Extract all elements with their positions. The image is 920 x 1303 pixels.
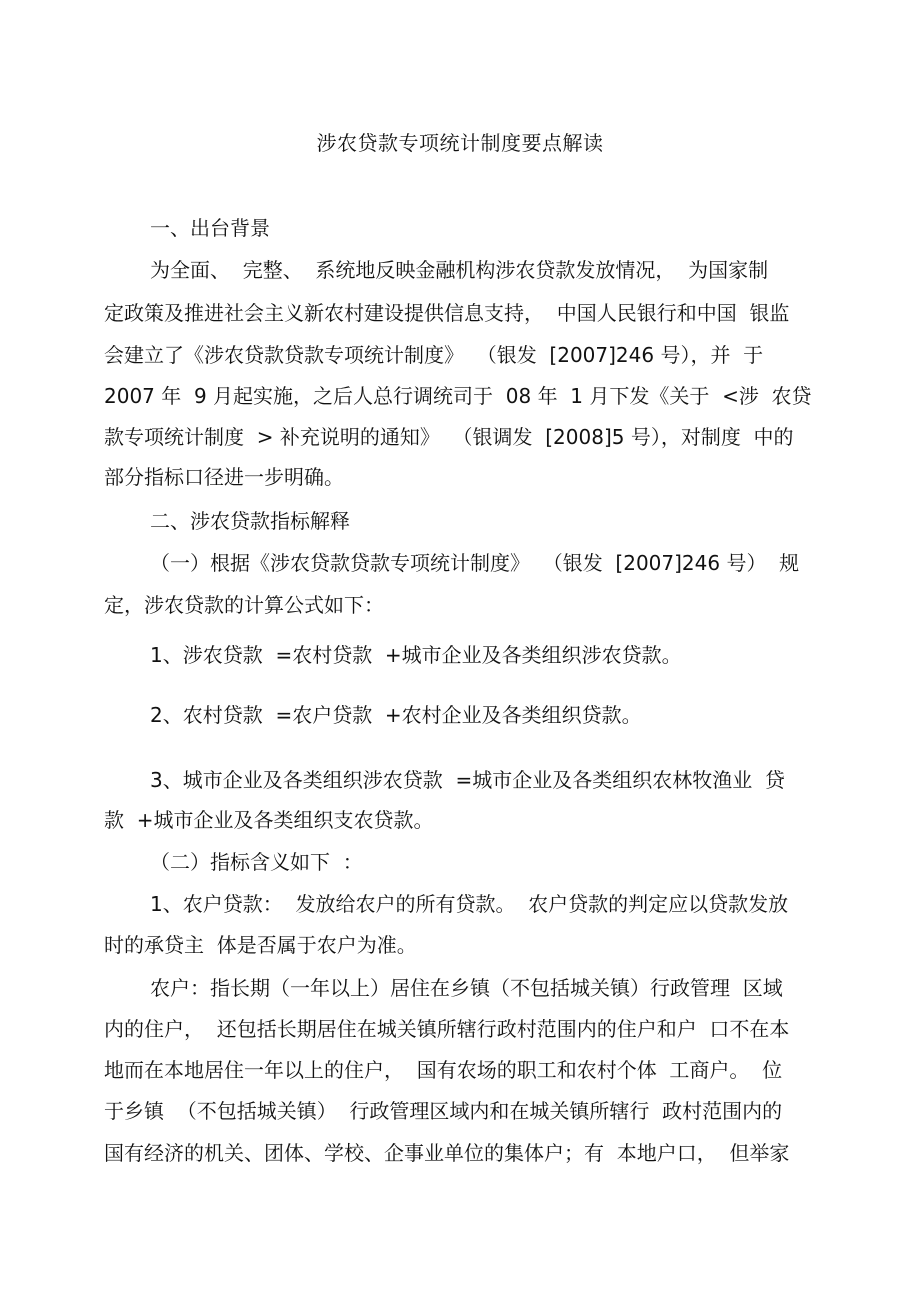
- paragraph-line: 部分指标口径进一步明确。: [104, 465, 344, 489]
- paragraph-line: 款专项统计制度 > 补充说明的通知》 （银调发 [2008]5 号），对制度 中的: [104, 425, 794, 449]
- formula-line: 款 +城市企业及各类组织支农贷款。: [104, 808, 434, 832]
- paragraph-line: 农户：指长期（一年以上）居住在乡镇（不包括城关镇）行政管理 区域: [150, 976, 783, 1000]
- paragraph-line: 定，涉农贷款的计算公式如下：: [104, 593, 384, 617]
- paragraph-line: 会建立了《涉农贷款贷款专项统计制度》 （银发 [2007]246 号），并 于: [104, 343, 764, 367]
- document-title: 涉农贷款专项统计制度要点解读: [316, 131, 604, 155]
- paragraph-line: 时的承贷主 体是否属于农户为准。: [104, 933, 417, 957]
- paragraph-line: 定政策及推进社会主义新农村建设提供信息支持， 中国人民银行和中国 银监: [104, 301, 790, 325]
- subsection-heading: （二）指标含义如下 ：: [150, 850, 363, 874]
- paragraph-line: 地而在本地居住一年以上的住户， 国有农场的职工和农村个体 工商户。 位: [104, 1058, 783, 1082]
- paragraph-line: 为全面、 完整、 系统地反映金融机构涉农贷款发放情况， 为国家制: [150, 258, 769, 282]
- paragraph-line: 内的住户， 还包括长期居住在城关镇所辖行政村范围内的住户和户 口不在本: [104, 1017, 790, 1041]
- formula-line: 2、农村贷款 =农户贷款 +农村企业及各类组织贷款。: [150, 703, 642, 727]
- formula-line: 1、涉农贷款 =农村贷款 +城市企业及各类组织涉农贷款。: [150, 643, 682, 667]
- paragraph-line: 于乡镇 （不包括城关镇） 行政管理区域内和在城关镇所辖行 政村范围内的: [104, 1099, 783, 1123]
- paragraph-line: 1、农户贷款： 发放给农户的所有贷款。 农户贷款的判定应以贷款发放: [150, 892, 789, 916]
- paragraph-line: 国有经济的机关、团体、学校、企事业单位的集体户；有 本地户口， 但举家: [104, 1141, 790, 1165]
- formula-line: 3、城市企业及各类组织涉农贷款 =城市企业及各类组织农林牧渔业 贷: [150, 768, 785, 792]
- paragraph-line: 2007 年 9 月起实施，之后人总行调统司于 08 年 1 月下发《关于 <涉 农贷: [104, 384, 812, 408]
- section-heading-background: 一、出台背景: [150, 216, 270, 240]
- paragraph-line: （一）根据《涉农贷款贷款专项统计制度》 （银发 [2007]246 号） 规: [150, 551, 800, 575]
- section-heading-definitions: 二、涉农贷款指标解释: [150, 509, 350, 533]
